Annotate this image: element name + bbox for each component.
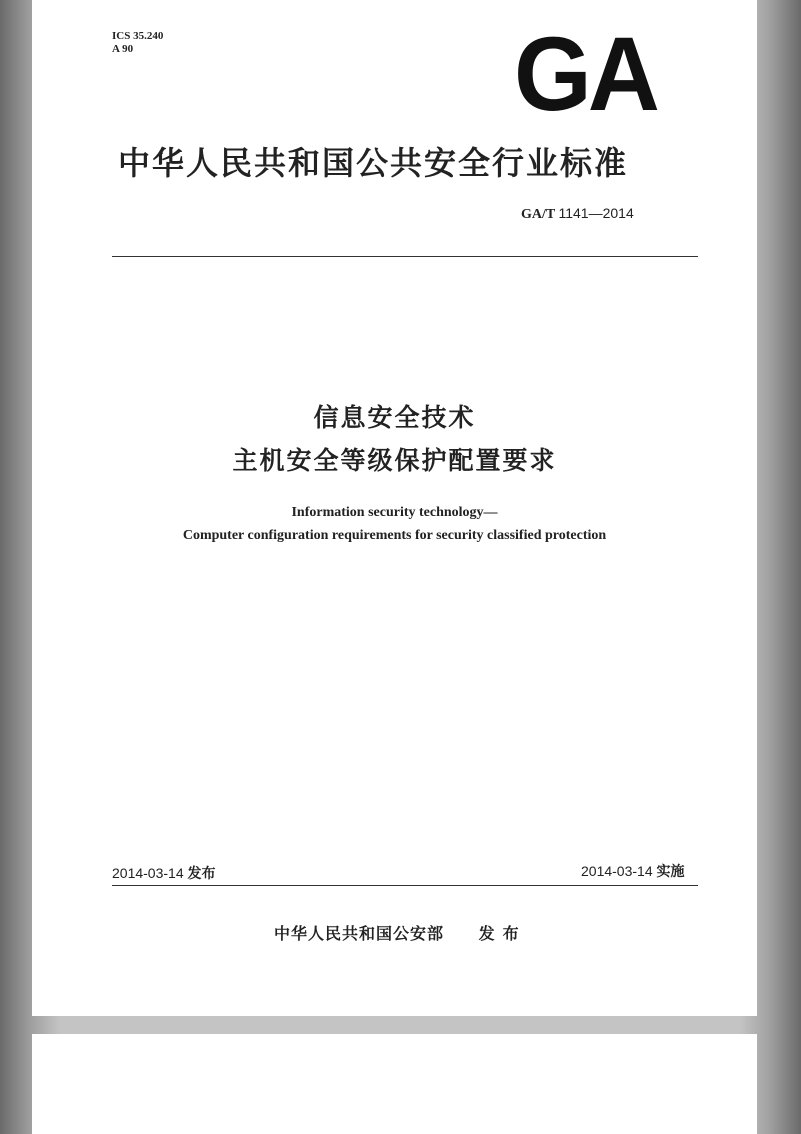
title-cn-line1: 信息安全技术 <box>313 403 476 432</box>
document-page <box>32 0 757 1016</box>
ccs-code: A 90 <box>112 43 134 55</box>
title-en-line2: Computer configuration requirements for security classified protection <box>182 528 607 543</box>
standard-code-number: 1141—2014 <box>558 205 634 221</box>
issue-date-block <box>112 863 216 883</box>
next-document-page <box>32 1034 757 1134</box>
header-divider <box>112 256 698 257</box>
standard-code-prefix: GA/T <box>521 207 555 222</box>
title-en-line1: Information security technology— <box>291 505 498 520</box>
issuer-name: 中华人民共和国公安部 <box>274 924 445 943</box>
issue-label: 发布 <box>187 866 216 882</box>
ics-code: ICS 35.240 <box>112 30 164 42</box>
implement-date: 2014-03-14 <box>581 863 653 879</box>
issuer-action: 发布 <box>478 924 527 943</box>
standard-category-title: 中华人民共和国公共安全行业标准 <box>118 144 629 182</box>
footer-divider <box>112 885 698 886</box>
issuer-line <box>274 921 527 944</box>
issue-date: 2014-03-14 <box>112 865 184 881</box>
ga-logo: GA <box>514 15 656 133</box>
implement-label: 实施 <box>656 864 685 880</box>
standard-code <box>521 205 634 223</box>
classification-codes <box>112 30 163 56</box>
title-cn-line2: 主机安全等级保护配置要求 <box>232 446 557 475</box>
implement-date-block <box>581 861 685 881</box>
